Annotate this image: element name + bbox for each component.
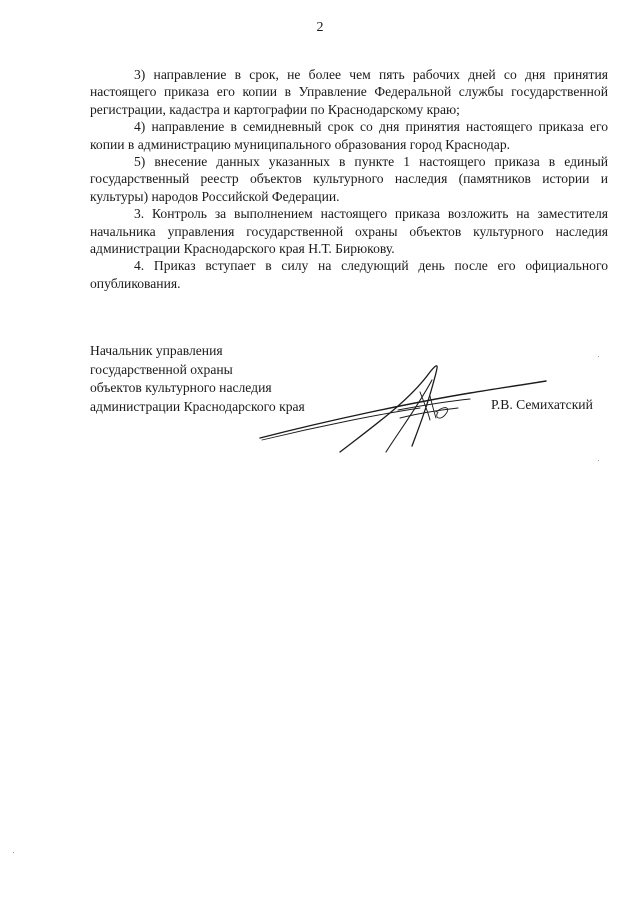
signatory-position-line: администрации Краснодарского края — [90, 398, 305, 414]
paragraph-item-3-registration: 3) направление в срок, не более чем пять рабочих дней со дня принятия настоящего приказа его копии в Управление Федеральной службы государственной регистрации, кадастра и картографии по Краснодарскому краю; — [90, 67, 608, 117]
page-number: 2 — [316, 20, 324, 35]
scan-speck — [13, 852, 14, 853]
signatory-name: Р.В. Семихатский — [491, 397, 593, 412]
signatory-position-line: государственной охраны — [90, 361, 233, 377]
signatory-position-line: Начальник управления — [90, 343, 223, 358]
signatory-position-line: объектов культурного наследия — [90, 380, 272, 395]
scan-speck — [598, 460, 599, 461]
paragraph-effective-date: 4. Приказ вступает в силу на следующий день после его официального опубликования. — [90, 258, 608, 291]
paragraph-item-5-registry: 5) внесение данных указанных в пункте 1 настоящего приказа в единый государственный реестр объектов культурного наследия (памятников истории и культуры) народов Российской Федерации. — [90, 154, 608, 204]
scan-speck — [598, 356, 599, 357]
paragraph-item-4-administration: 4) направление в семидневный срок со дня принятия настоящего приказа его копии в администрацию муниципального образования город Краснодар. — [90, 119, 608, 152]
paragraph-control-clause: 3. Контроль за выполнением настоящего приказа возложить на заместителя начальника управления государственной охраны объектов культурного наследия администрации Краснодарского края Н.Т. Бирюкову. — [90, 206, 608, 257]
order-text-body — [90, 66, 608, 292]
signatory-position — [90, 342, 305, 416]
